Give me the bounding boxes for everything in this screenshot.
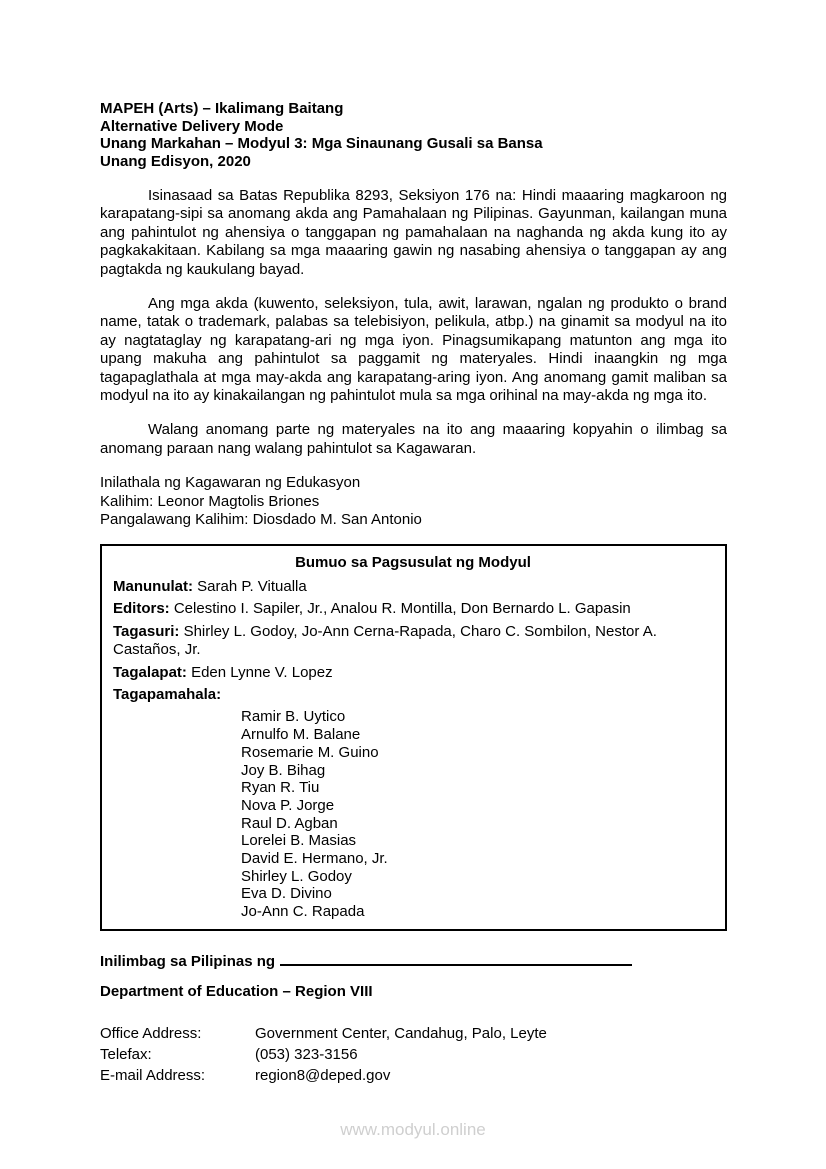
team-entry-label: Tagalapat: — [113, 663, 187, 681]
module-subject-line: MAPEH (Arts) – Ikalimang Baitang — [100, 100, 344, 117]
contact-value: (053) 323-3156 — [255, 1045, 358, 1063]
publisher-line: Inilathala ng Kagawaran ng Edukasyon — [100, 474, 361, 492]
copyright-paragraph-2: Ang mga akda (kuwento, seleksiyon, tula, awit, larawan, ngalan ng produkto o brand name, tatak o trademark, palabas sa telebisiyon, pelikula, atbp.) na ginamit sa modyul na ito ay nagtataglay ng karapatang-ari ng mga iyon. Pinagsumikapang matunton ang mga ito upang makuha ang pahintulot sa paggamit ng materyales. Hindi inaangkin ng mga tagapaglathala at mga may-akda ang karapatang-aring iyon. Ang anomang gamit maliban sa modyul na ito ay kinakailangan ng pahintulot mula sa mga orihinal na may-akda ng mga ito. — [100, 295, 727, 405]
publisher-block — [100, 474, 727, 529]
module-edition-line: Unang Edisyon, 2020 — [100, 152, 251, 170]
team-entry-managers-label — [113, 686, 713, 704]
printer-name-blank-line — [280, 951, 632, 966]
copyright-paragraph-3: Walang anomang parte ng materyales na ito ang maaaring kopyahin o ilimbag sa anomang paraan nang walang pahintulot sa Kagawaran. — [100, 421, 727, 457]
manager-name: Ramir B. Uytico — [241, 708, 346, 726]
team-entry-value: Sarah P. Vitualla — [197, 578, 307, 595]
manager-name: Nova P. Jorge — [241, 796, 335, 814]
contact-value: Government Center, Candahug, Palo, Leyte — [255, 1024, 547, 1042]
copyright-paragraph-1: Isinasaad sa Batas Republika 8293, Seksiyon 176 na: Hindi maaaring magkaroon ng karapatang-sipi sa anomang akda ang Pamahalaan ng Pilipinas. Gayunman, kailangan muna ang pahintulot ng ahensiya o tanggapan ng pamahalaan na naghanda ng akda kung ito ay pagkakakitaan. Kabilang sa mga maaaring gawin ng nasabing ahensiya o tanggapan ay ang pagtakda ng kaukulang bayad. — [100, 187, 727, 278]
team-entry-editors — [113, 600, 713, 618]
contact-row-email — [100, 1065, 727, 1086]
printed-in-label: Inilimbag sa Pilipinas ng — [100, 952, 276, 970]
manager-name: Rosemarie M. Guino — [241, 743, 379, 761]
team-entry-label: Editors: — [113, 600, 170, 618]
team-entry-value: Eden Lynne V. Lopez — [191, 663, 333, 681]
team-entry-reviewers — [113, 623, 713, 660]
team-entry-value: Shirley L. Godoy, Jo-Ann Cerna-Rapada, Charo C. Sombilon, Nestor A. Castaños, Jr. — [113, 622, 657, 659]
team-entry-label: Tagasuri: — [113, 622, 180, 640]
module-title-line: Unang Markahan – Modyul 3: Mga Sinaunang Gusali sa Bansa — [100, 135, 543, 152]
contact-row-telefax — [100, 1044, 727, 1065]
manager-name: Joy B. Bihag — [241, 761, 326, 779]
page-content — [100, 100, 727, 1086]
contact-label: Office Address: — [100, 1024, 202, 1042]
manager-name: Shirley L. Godoy — [241, 867, 352, 885]
team-entry-value: Celestino I. Sapiler, Jr., Analou R. Montilla, Don Bernardo L. Gapasin — [173, 600, 631, 618]
team-entry-label: Tagapamahala: — [113, 686, 222, 704]
module-header — [100, 100, 727, 170]
contact-label: Telefax: — [100, 1045, 152, 1063]
team-entry-label: Manunulat: — [113, 578, 193, 595]
manager-name: David E. Hermano, Jr. — [241, 850, 388, 868]
manager-name: Eva D. Divino — [241, 885, 332, 903]
managers-list — [113, 708, 713, 920]
manager-name: Jo-Ann C. Rapada — [241, 903, 365, 921]
manager-name: Raul D. Agban — [241, 814, 338, 832]
contact-value: region8@deped.gov — [255, 1066, 391, 1084]
contact-row-office-address — [100, 1023, 727, 1044]
site-watermark: www.modyul.online — [340, 1120, 486, 1139]
contact-label: E-mail Address: — [100, 1066, 206, 1084]
secretary-line: Kalihim: Leonor Magtolis Briones — [100, 492, 320, 510]
printed-in-row — [100, 951, 727, 971]
contact-block — [100, 1023, 727, 1086]
team-entry-writer — [113, 578, 713, 596]
manager-name: Arnulfo M. Balane — [241, 726, 361, 744]
team-box-title: Bumuo sa Pagsusulat ng Modyul — [295, 553, 531, 571]
printing-agency: Department of Education – Region VIII — [100, 983, 373, 1001]
team-entry-layout — [113, 664, 713, 682]
manager-name: Ryan R. Tiu — [241, 779, 320, 797]
module-mode-line: Alternative Delivery Mode — [100, 117, 284, 135]
manager-name: Lorelei B. Masias — [241, 832, 357, 850]
undersecretary-line: Pangalawang Kalihim: Diosdado M. San Antonio — [100, 511, 422, 529]
development-team-box — [100, 544, 727, 931]
